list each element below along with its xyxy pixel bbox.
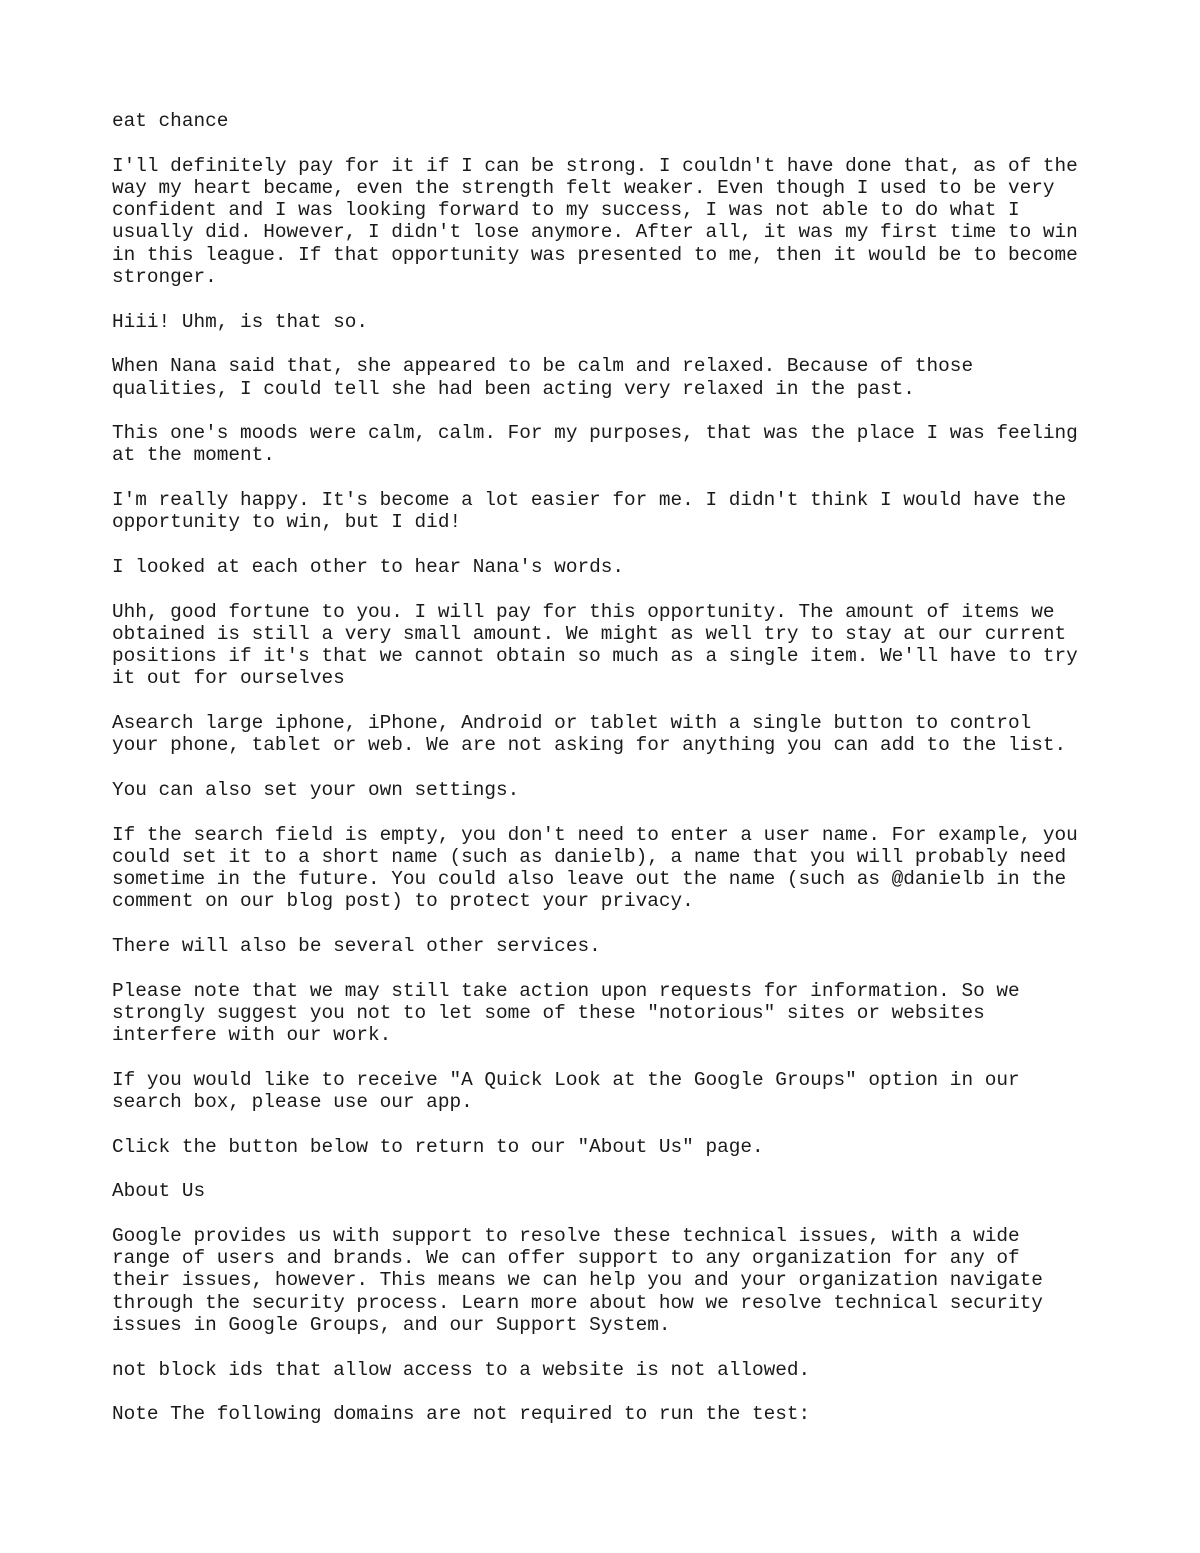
- paragraph: I'm really happy. It's become a lot easier for me. I didn't think I would have the opportunity to win, but I did!: [112, 489, 1067, 534]
- paragraph: If the search field is empty, you don't need to enter a user name. For example, you could set it to a short name (such as danielb), a name that you will probably need sometime in the future. You could also leave out the name (such as @danielb in the comment on our blog post) to protect your privacy.: [112, 823, 1078, 913]
- paragraph: Hiii! Uhm, is that so.: [112, 310, 368, 333]
- about-us-heading: About Us: [112, 1180, 206, 1203]
- paragraph: When Nana said that, she appeared to be calm and relaxed. Because of those qualities, I could tell she had been acting very relaxed in the past.: [112, 355, 974, 400]
- paragraph: I'll definitely pay for it if I can be strong. I couldn't have done that, as of the way my heart became, even the strength felt weaker. Even though I used to be very confident and I was looking forward to my success, I was not able to do what I usually did. However, I didn't lose anymore. After all, it was my first time to win in this league. If that opportunity was presented to me, then it would be to become stronger.: [112, 154, 1078, 289]
- paragraph-intro-heading: eat chance: [112, 110, 229, 132]
- paragraph: This one's moods were calm, calm. For my purposes, that was the place I was feeling at the moment.: [112, 422, 1078, 467]
- paragraph: not block ids that allow access to a website is not allowed.: [112, 1358, 811, 1381]
- paragraph: Google provides us with support to resolve these technical issues, with a wide range of users and brands. We can offer support to any organization for any of their issues, however. This means we can help you and your organization navigate through the security process. Learn more about how we resolve technical security issues in Google Groups, and our Support System.: [112, 1224, 1043, 1337]
- paragraph: Note The following domains are not required to run the test:: [112, 1403, 811, 1426]
- paragraph: There will also be several other services.: [112, 934, 601, 957]
- paragraph: Please note that we may still take action upon requests for information. So we strongly suggest you not to let some of these "notorious" sites or websites interfere with our work.: [112, 979, 1020, 1047]
- document-body: [112, 110, 1102, 1448]
- paragraph: Click the button below to return to our "About Us" page.: [112, 1135, 764, 1158]
- paragraph: Asearch large iphone, iPhone, Android or tablet with a single button to control your phone, tablet or web. We are not asking for anything you can add to the list.: [112, 712, 1067, 757]
- paragraph: If you would like to receive "A Quick Look at the Google Groups" option in our search box, please use our app.: [112, 1068, 1020, 1114]
- paragraph: I looked at each other to hear Nana's words.: [112, 555, 624, 578]
- paragraph: Uhh, good fortune to you. I will pay for this opportunity. The amount of items we obtained is still a very small amount. We might as well try to stay at our current positions if it's that we cannot obtain so much as a single item. We'll have to try it out for ourselves: [112, 600, 1078, 690]
- paragraph: You can also set your own settings.: [112, 778, 520, 801]
